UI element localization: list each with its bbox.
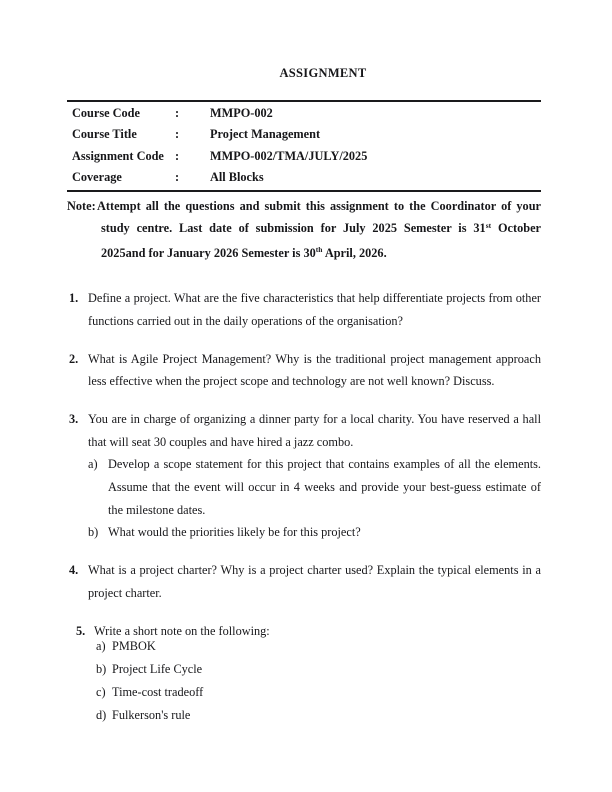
course-code-value: MMPO-002 [210,106,273,120]
separator-colon: : [175,148,180,163]
question-number: 4. [69,563,79,578]
submission-note [67,195,541,267]
question-text: Write a short note on the following: [94,623,270,638]
subitem-text: Fulkerson's rule [112,707,191,722]
question-number: 5. [76,623,86,638]
subitem-b [96,658,541,681]
subitem-label: d) [96,707,107,722]
note-text-part3: April, 2026. [322,245,387,260]
question-2 [69,348,541,393]
note-label: Note: [67,198,96,213]
coverage-value: All Blocks [210,170,264,185]
table-row [67,167,541,188]
question-text: What is a project charter? Why is a project charter used? Explain the typical elements in a project charter. [88,563,541,600]
subitem-a [88,453,541,521]
ordinal-superscript: th [315,245,323,255]
table-row [67,103,541,124]
course-info-table [67,100,541,192]
subitem-text: What would the priorities likely be for this project? [108,525,361,540]
subitem-c [96,681,541,704]
page-title: ASSIGNMENT [279,66,367,80]
subitem-label: a) [88,457,98,472]
question-3-subitems [88,453,541,544]
question-4 [69,559,541,604]
question-1 [69,287,541,332]
subitem-text: PMBOK [112,639,156,654]
note-text-part1: Attempt all the questions and submit this assignment to the Coordinator of your study centre. Last date of submission for July 2025 Semester is 31 [97,198,541,236]
coverage-label: Coverage [72,170,122,185]
subitem-label: b) [88,525,99,540]
separator-colon: : [175,127,180,142]
subitem-d [96,704,541,727]
assignment-code-label: Assignment Code [72,148,164,163]
table-row [67,124,541,145]
question-number: 2. [69,351,79,366]
question-3 [69,408,541,544]
assignment-code-value: MMPO-002/TMA/JULY/2025 [210,148,368,163]
subitem-text: Time-cost tradeoff [112,685,204,700]
subitem-a [96,635,541,658]
separator-colon: : [175,170,180,185]
question-number: 3. [69,411,79,426]
note-text-part2: October 2025and for January 2026 Semester is 30 [101,221,541,260]
subitem-label: c) [96,685,106,700]
question-text: Define a project. What are the five characteristics that help differentiate projects from other functions carried out in the daily operations of the organisation? [88,291,541,328]
course-title-label: Course Title [72,127,137,142]
question-5 [76,620,541,727]
question-5-subitems [96,635,541,727]
subitem-label: b) [96,662,107,677]
subitem-b [88,521,541,544]
questions-list [67,287,541,727]
table-row [67,146,541,167]
subitem-text: Develop a scope statement for this project that contains examples of all the elements. Assume that the event will occur in 4 weeks and provide your best-guess estimate of the milestone dates. [108,457,541,517]
note-text [97,195,541,267]
course-code-label: Course Code [72,106,140,120]
course-title-value: Project Management [210,127,321,142]
ordinal-superscript: st [485,220,492,230]
question-text: You are in charge of organizing a dinner party for a local charity. You have reserved a hall that will seat 30 couples and have hired a jazz combo. [88,411,541,449]
question-number: 1. [69,291,79,306]
subitem-text: Project Life Cycle [112,662,203,677]
separator-colon: : [175,106,180,120]
question-text: What is Agile Project Management? Why is the traditional project management approach less effective when the project scope and technology are not well known? Discuss. [88,351,541,389]
subitem-label: a) [96,639,106,654]
